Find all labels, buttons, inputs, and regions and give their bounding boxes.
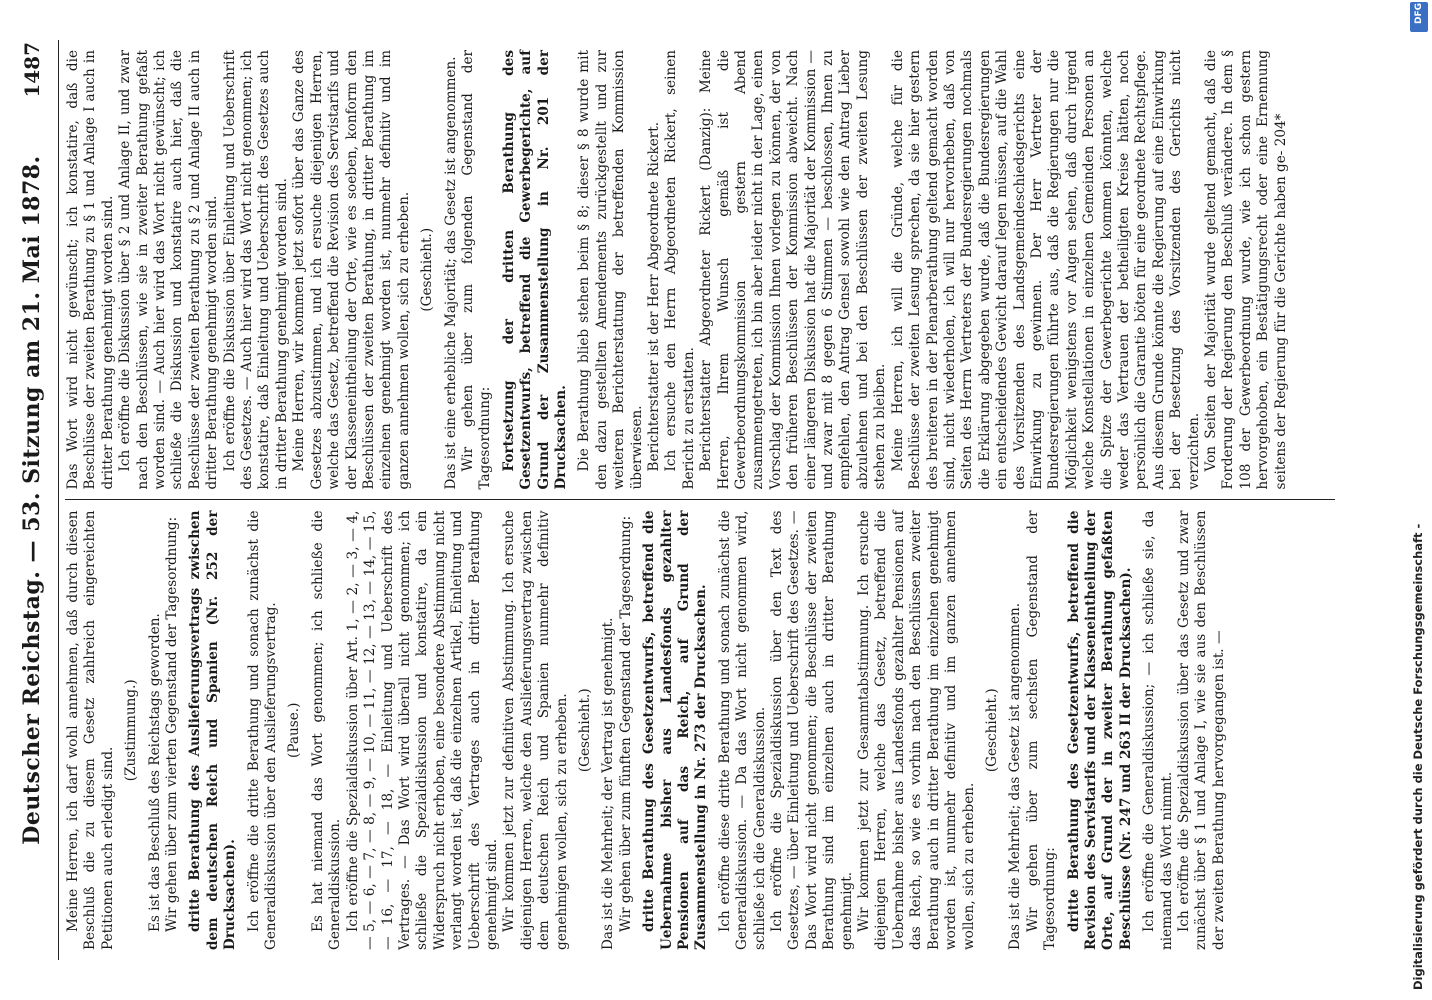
paragraph: Das ist die Mehrheit; das Gesetz ist angenommen. bbox=[1007, 602, 1024, 950]
dfg-logo-text: DFG bbox=[1414, 3, 1424, 25]
paragraph: (Geschieht.) bbox=[576, 688, 593, 773]
paragraph: Das ist eine erhebliche Majorität; das Gesetz ist angenommen. bbox=[442, 56, 459, 490]
page-header bbox=[18, 40, 59, 960]
paragraph: Wir kommen jetzt zur Gesammtabstimmung. Ich ersuche diejenigen Herren, welche das Gesetz, betreffend die Uebernahme bisher aus Landesfonds gezahlter Pensionen auf das Reich, so wie es vorhin nach den Beschlüssen zweiter Berathung auch in dritter Berathung im einzelnen genehmigt worden ist, nunmehr definitiv und im ganzen annehmen wollen, sich zu erheben. bbox=[856, 510, 977, 950]
paragraph: (Zustimmung.) bbox=[123, 679, 140, 782]
paragraph: (Pause.) bbox=[286, 702, 303, 758]
paragraph: Wir gehen über zum fünften Gegenstand der Tagesordnung: bbox=[617, 515, 634, 932]
paragraph: Ich ersuche den Herrn Abgeordneten Rickert, seinen Bericht zu erstatten. bbox=[663, 50, 697, 490]
paragraph: Ich eröffne die Spezialdiskussion über den Text des Gesetzes, — über Einleitung und Ueberschrift des Gesetzes. — Das Wort wird nicht genommen; die Beschlüsse der zweiten Berathung sind im einzelnen auch in dritter Berathung genehmigt. bbox=[769, 510, 855, 950]
paragraph: Meine Herren, ich will die Gründe, welche für die Beschlüsse der zweiten Lesung sprechen, da sie hier gestern des breiteren in der Plenarberathung geltend gemacht worden sind, nicht wiederholen, ich will nur hervorheben, daß von Seiten des Herrn Vertreters der Bundesregierungen nochmals die Erklärung abgegeben wurde, daß die Bundesregierungen ein entscheidendes Gewicht darauf legen müssen, auf die Wahl des Vorsitzenden des Landsgemeindeschiedsgerichts eine Einwirkung zu gewinnen. Der Herr Vertreter der Bundesregierungen führte aus, daß die Regierungen nur die Möglichkeit wenigstens vor Augen sehen, daß durch irgend welche Konstellationen in einzelnen Gemeinden Personen an die Spitze der Gewerbegerichte kommen könnten, welche weder das Vertrauen der betheiligten Kreise hätten, noch persönlich die Garantie böten für eine geordnete Rechtspflege. Aus diesem Grunde könnte die Regierung auf eine Einwirkung bei der Besetzung des Vorsitzenden des Gerichts nicht verzichten. bbox=[889, 50, 1202, 490]
paragraph: Ich eröffne die Spezialdiskussion über Art. 1, — 2, — 3, — 4, — 5, — 6, — 7, — 8, — 9, — 10, — 11, — 12, — 13, — 14, — 15, — 16, — 17, — 18, — Einleitung und Ueberschrift des Vertrages. — Das Wort wird überall nicht genommen; ich schließe die Spezialdiskussion und konstatire, da ein Widerspruch nicht erhoben, eine besondere Abstimmung nicht verlangt worden ist, daß die einzelnen Artikel, Einleitung und Ueberschrift des Vertrages auch in dritter Berathung genehmigt sind. bbox=[344, 510, 500, 950]
paragraph: (Geschieht.) bbox=[419, 227, 436, 312]
paragraph: dritte Berathung des Gesetzentwurfs, betreffend die Revision des Servistarifs und der Klasseneintheilung der Orte, auf Grund der in zweiter Berathung gefaßten Beschlüsse (Nr. 247 und 263 II der Drucksachen). bbox=[1065, 510, 1134, 950]
paragraph: Ich eröffne die Diskussion über Einleitung und Ueberschrift des Gesetzes. — Auch hier wird das Wort nicht genommen; ich konstatire, daß Einleitung und Ueberschrift des Gesetzes auch in dritter Berathung genehmigt worden sind. bbox=[221, 50, 290, 490]
paragraph: Von Seiten der Majorität wurde geltend gemacht, daß die Forderung der Regierung den Beschluß verändere. In dem § 108 der Gewerbeordnung wurde, wie ich schon gestern hervorgehoben, ein Bestätigungsrecht oder eine Ernennung seitens der Regierung für die Gerichte haben ge- 204* bbox=[1203, 50, 1289, 490]
paragraph: Meine Herren, wir kommen jetzt sofort über das Ganze des Gesetzes abzustimmen, und ich ersuche diejenigen Herren, welche das Gesetz, betreffend die Revision des Servistarifs und der Klasseneintheilung der Orte, wie es soeben, konform den Beschlüssen der zweiten Berathung, in dritter Berathung im einzelnen genehmigt worden ist, nunmehr definitiv und im ganzen annehmen wollen, sich zu erheben. bbox=[291, 50, 412, 490]
credit-text: Digitalisierung gefördert durch die Deutsche Forschungsgemeinschaft - bbox=[1411, 523, 1425, 990]
paragraph: Das ist die Mehrheit; der Vertrag ist genehmigt. bbox=[600, 617, 617, 950]
paragraph: Wir gehen über zum folgenden Gegenstand der Tagesordnung: bbox=[459, 50, 494, 490]
page-number: 1487 bbox=[20, 42, 44, 98]
paragraph: (Geschieht.) bbox=[983, 688, 1000, 773]
paragraph: Berichterstatter Abgeordneter Rickert (Danzig): Meine Herren, Ihrem Wunsch gemäß ist die Gewerbeordnungskommission gestern Abend zusammengetreten, ich bin aber leider nicht in der Lage, einen Vorschlag der Kommission Ihnen vorlegen zu können, der von den früheren Beschlüssen der Kommission abweicht. Nach einer längeren Diskussion hat die Majorität der Kommission — und zwar mit 8 gegen 6 Stimmen — beschlossen, Ihnen zu empfehlen, den Antrag Gensel sowohl wie den Antrag Lieber abzulehnen und bei den Beschlüssen der zweiten Lesung stehen zu bleiben. bbox=[698, 50, 889, 490]
paragraph: Es hat niemand das Wort genommen; ich schließe die Generaldiskussion. bbox=[309, 510, 344, 950]
paragraph: Meine Herren, ich darf wohl annehmen, daß durch diesen Beschluß die zu diesem Gesetz zahlreich eingereichten Petitionen auch erledigt sind. bbox=[65, 510, 116, 950]
paragraph: Das Wort wird nicht gewünscht; ich konstatire, daß die Beschlüsse der zweiten Berathung zu § 1 und Anlage I auch in dritter Berathung genehmigt worden sind. bbox=[65, 50, 116, 490]
paragraph: Ich eröffne die Diskussion über § 2 und Anlage II, und zwar nach den Beschlüssen, wie sie in zweiter Berathung gefaßt worden sind. — Auch hier wird das Wort nicht gewünscht; ich schließe die Diskussion und konstatire auch hier, daß die Beschlüsse der zweiten Berathung zu § 2 und Anlage II auch in dritter Berathung genehmigt worden sind. bbox=[117, 50, 221, 490]
paragraph: Fortsetzung der dritten Berathung des Gesetzentwurfs, betreffend die Gewerbegerichte, auf Grund der Zusammenstellung in Nr. 201 der Drucksachen. bbox=[500, 50, 569, 490]
paragraph: Wir kommen jetzt zur definitiven Abstimmung. Ich ersuche diejenigen Herren, welche den Auslieferungsvertrag zwischen dem deutschen Reich und Spanien nunmehr definitiv genehmigen wollen, sich zu erheben. bbox=[501, 510, 570, 950]
dfg-logo bbox=[1410, 2, 1428, 32]
paragraph: Die Berathung blieb stehen beim § 8; dieser § 8 wurde mit den dazu gestellten Amendements zurückgestellt und zur weiteren Berichterstattung der betreffenden Kommission überwiesen. bbox=[576, 50, 645, 490]
paragraph: Berichterstatter ist der Herr Abgeordnete Rickert. bbox=[646, 121, 662, 472]
text-columns bbox=[65, 40, 1335, 960]
paragraph: Wir gehen über zum vierten Gegenstand der Tagesordnung: bbox=[164, 516, 181, 932]
digitization-credit bbox=[1408, 0, 1430, 1000]
paragraph: Ich eröffne die dritte Berathung und sonach zunächst die Generaldiskussion über den Auslieferungsvertrag. bbox=[245, 510, 280, 950]
left-column bbox=[65, 500, 1335, 961]
paragraph: Ich eröffne die Spezialdiskussion über das Gesetz und zwar zunächst über § 1 und Anlage I, wie sie aus den Beschlüssen der zweiten Berathung hervorgegangen ist. — bbox=[1175, 510, 1227, 950]
paragraph: Ich eröffne die Generaldiskussion; — ich schließe sie, da niemand das Wort nimmt. bbox=[1141, 510, 1175, 950]
paragraph: dritte Berathung des Auslieferungsvertrags zwischen dem deutschen Reich und Spanien (Nr. 252 der Drucksachen). bbox=[187, 510, 239, 950]
paragraph: Ich eröffne diese dritte Berathung und sonach zunächst die Generaldiskussion. — Da das Wort nicht genommen wird, schließe ich die Generaldiskussion. bbox=[716, 510, 768, 950]
paragraph: dritte Berathung des Gesetzentwurfs, betreffend die Uebernahme bisher aus Landesfonds gezahlter Pensionen auf das Reich, auf Grund der Zusammenstellung in Nr. 273 der Drucksachen. bbox=[641, 510, 710, 950]
right-column bbox=[65, 40, 1335, 500]
page-title: Deutscher Reichstag. — 53. Sitzung am 21. Mai 1878. bbox=[19, 155, 45, 845]
paragraph: Wir gehen über zum sechsten Gegenstand der Tagesordnung: bbox=[1024, 510, 1059, 950]
paragraph: Es ist das Beschluß des Reichstags geworden. bbox=[146, 613, 163, 932]
